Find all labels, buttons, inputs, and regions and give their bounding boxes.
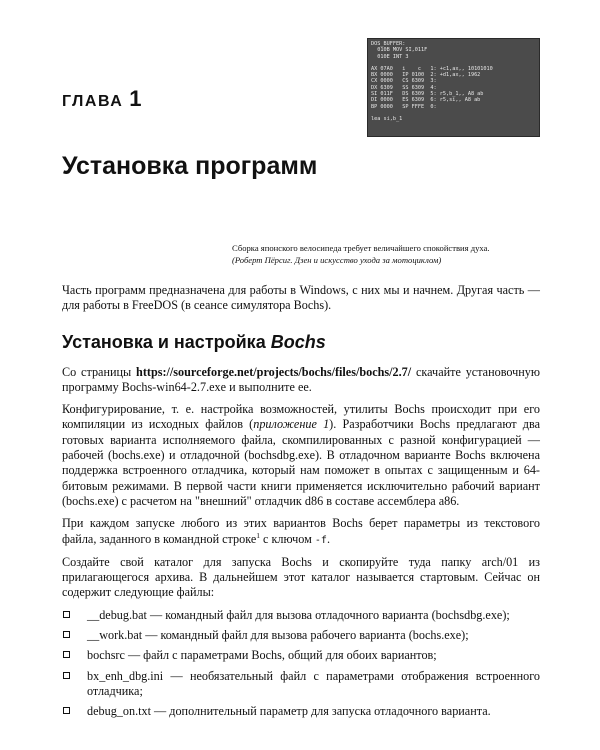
dos-line: DI 0000 ES 6309 6: r5,si,, A8 ab [371,97,481,104]
checkbox-bullet-icon [63,631,70,638]
params-paragraph [62,516,540,548]
dos-line: CX 0000 CS 6309 3: [371,78,437,85]
list-item-text: bochsrc — файл с параметрами Bochs, общий для обоих вариантов; [87,648,437,663]
dos-line: BX 0000 IP 0100 2: +d1,ax,, 1962 [371,72,481,79]
section-title-bochs: Bochs [270,331,326,352]
debugger-screenshot [367,38,540,137]
params-text-after: . [326,531,330,546]
config-paragraph [62,402,540,509]
config-text-before: Конфигурирование, т. е. настройка возможностей, утилиты Bochs происходит при его компиляции из исходных файлов ( [62,402,540,432]
dos-line: AX 07A0 i c 1: +c1,ax,, 10101010 [371,65,493,72]
list-item [62,608,540,623]
list-item [62,628,540,643]
folder-paragraph: Создайте свой каталог для запуска Bochs и скопируйте туда папку arch/01 из прилагающегося архива. В дальнейшем этот каталог называется стартовым. Сейчас он содержит следующие файлы: [62,554,540,600]
list-item [62,704,540,719]
footnote-marker: 1 [256,530,260,540]
chapter-label [62,86,143,112]
main-content [62,283,540,725]
command-key: -f [314,534,327,546]
file-list [62,608,540,720]
download-paragraph [62,365,540,396]
dos-line: lea si,b_1 [371,115,403,122]
list-item-text: __debug.bat — командный файл для вызова отладочного варианта (bochsdbg.exe); [87,607,510,622]
appendix-reference: приложение 1 [253,417,330,432]
dos-line: 010B MOV SI,011F [371,47,428,54]
dos-line: SI 011F DS 6309 5: r5,b_1,, A8 ab [371,91,484,98]
section-title [62,331,540,353]
intro-paragraph: Часть программ предназначена для работы в Windows, с них мы и начнем. Другая часть — для работы в FreeDOS (в сеансе симулятора Bochs). [62,283,540,313]
checkbox-bullet-icon [63,707,70,714]
chapter-word: ГЛАВА [62,93,124,110]
list-item-text: __work.bat — командный файл для вызова рабочего варианта (bochs.exe); [87,628,469,643]
epigraph [232,242,552,266]
dos-line: DX 6309 SS 6309 4: [371,84,437,91]
section-title-text: Установка и настройка [62,331,271,352]
epigraph-quote: Сборка японского велосипеда требует величайшего спокойствия духа. [232,243,490,253]
list-item [62,648,540,663]
checkbox-bullet-icon [63,651,70,658]
dos-line: DOS_BUFFER: [371,41,406,47]
dos-line: 010E INT 3 [371,53,409,60]
chapter-number: 1 [129,86,144,111]
config-text-after: ). Разработчики Bochs предлагают два готовых варианта исполняемого файла, скомпилированных с разной конфигурацией — рабочей (bochs.exe) и отладочной (bochsdbg.exe). В отладочном варианте Bochs включена поддержка встроенного отладчика, который нам поможет в опытах с защищенным и 64-битовым режимами. В первой части книги применяется исключительно рабочий вариант (bochs.exe) с расчетом на "внешний" отладчик d86 в составе ассемблера a86. [62,417,540,508]
list-item-text: debug_on.txt — дополнительный параметр для запуска отладочного варианта. [87,704,491,719]
download-text-after: скачайте установочную программу Bochs-win64-2.7.exe и выполните ее. [62,364,540,394]
dos-line: BP 0000 SP FFFE 0: [371,103,437,110]
params-text-before: При каждом запуске любого из этих вариантов Bochs берет параметры из текстового файла, заданного в командной строке [62,516,540,546]
list-item [62,669,540,700]
chapter-title: Установка программ [62,152,318,180]
checkbox-bullet-icon [63,611,70,618]
download-text-before: Со страницы [62,364,137,379]
list-item-text: bx_enh_dbg.ini — необязательный файл с параметрами отображения встроенного отладчика; [87,668,540,698]
epigraph-source: (Роберт Пёрсиг. Дзен и искусство ухода за мотоциклом) [232,255,442,265]
checkbox-bullet-icon [63,672,70,679]
download-url: https://sourceforge.net/projects/bochs/files/bochs/2.7/ [136,364,412,379]
params-text-middle: с ключом [259,531,315,546]
